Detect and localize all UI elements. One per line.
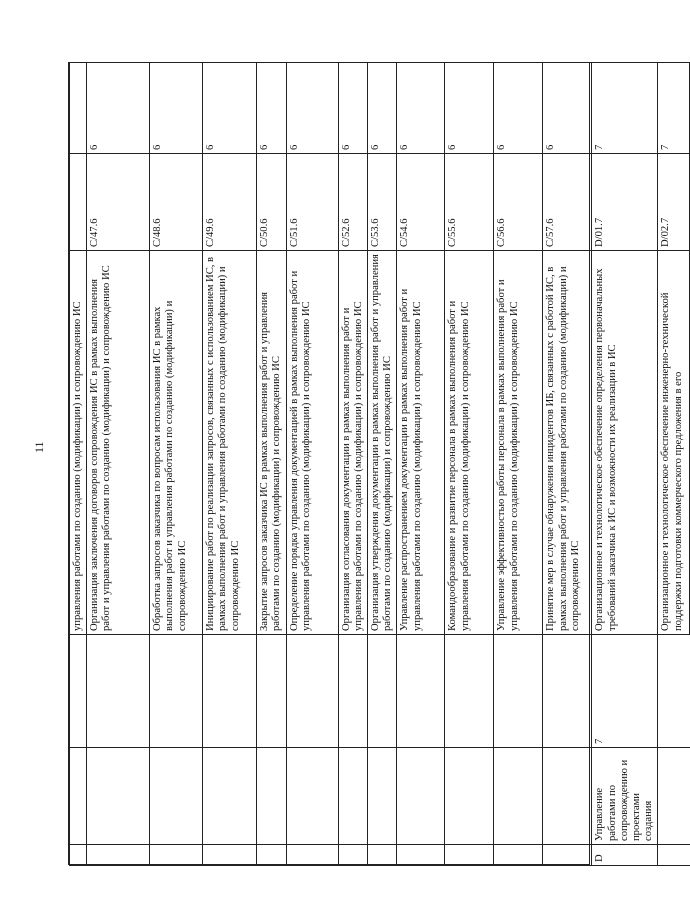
section-letter-cell <box>658 845 690 866</box>
level-cell: 7 <box>592 635 658 748</box>
qualification-cell: 6 <box>203 63 257 154</box>
section-letter-cell <box>87 845 150 866</box>
table-row <box>368 63 397 866</box>
section-letter-cell <box>494 845 543 866</box>
labor-function-cell: Организация утверждения документации в рамках выполнения работ и управления работами по созданию (модификации) и сопровождению ИС <box>368 251 397 635</box>
labor-function-cell: Организационное и технологическое обеспечение инженерно-технической поддержки подготовки коммерческого предложения в его <box>658 251 690 635</box>
qualification-cell: 6 <box>543 63 592 154</box>
qualification-cell <box>70 63 87 154</box>
table-row <box>70 63 87 866</box>
code-cell: D/01.7 <box>592 154 658 251</box>
code-cell: C/48.6 <box>150 154 203 251</box>
table-row <box>286 63 338 866</box>
level-cell <box>286 635 338 748</box>
generalized-function-cell <box>368 748 397 845</box>
qualification-cell: 6 <box>257 63 286 154</box>
labor-function-cell: Организация согласования документации в рамках выполнения работ и управления работами по созданию (модификации) и сопровождению ИС <box>338 251 367 635</box>
level-cell <box>658 635 690 748</box>
code-cell: C/56.6 <box>494 154 543 251</box>
generalized-function-cell <box>257 748 286 845</box>
table-row <box>445 63 494 866</box>
generalized-function-cell <box>543 748 592 845</box>
code-cell: D/02.7 <box>658 154 690 251</box>
table-row <box>150 63 203 866</box>
generalized-function-cell <box>445 748 494 845</box>
code-cell: C/51.6 <box>286 154 338 251</box>
section-letter-cell <box>445 845 494 866</box>
functions-table <box>68 62 684 865</box>
qualification-cell: 6 <box>286 63 338 154</box>
qualification-cell: 7 <box>592 63 658 154</box>
code-cell: C/57.6 <box>543 154 592 251</box>
level-cell <box>257 635 286 748</box>
qualification-cell: 6 <box>338 63 367 154</box>
code-cell <box>70 154 87 251</box>
section-letter-cell <box>368 845 397 866</box>
code-cell: C/50.6 <box>257 154 286 251</box>
labor-function-cell: Управление эффективностью работы персонала в рамках выполнения работ и управления работами по созданию (модификации) и сопровождению ИС <box>494 251 543 635</box>
section-letter-cell: D <box>592 845 658 866</box>
level-cell <box>445 635 494 748</box>
level-cell <box>150 635 203 748</box>
table-row <box>543 63 592 866</box>
labor-function-cell: управления работами по созданию (модификации) и сопровождению ИС <box>70 251 87 635</box>
level-cell <box>494 635 543 748</box>
code-cell: C/52.6 <box>338 154 367 251</box>
generalized-function-cell <box>87 748 150 845</box>
qualification-cell: 6 <box>494 63 543 154</box>
table-row <box>494 63 543 866</box>
qualification-cell: 6 <box>87 63 150 154</box>
section-letter-cell <box>257 845 286 866</box>
level-cell <box>203 635 257 748</box>
code-cell: C/53.6 <box>368 154 397 251</box>
table-row <box>592 63 658 866</box>
labor-function-cell: Инициирование работ по реализации запросов, связанных с использованием ИС, в рамках выполнения работ и управления работами по созданию (модификации) и сопровождению ИС <box>203 251 257 635</box>
labor-function-cell: Обработка запросов заказчика по вопросам использования ИС в рамках выполнения работ и управления работами по созданию (модификации) и сопровождению ИС <box>150 251 203 635</box>
table-row <box>87 63 150 866</box>
labor-function-cell: Организационное и технологическое обеспечение определения первоначальных требований заказчика к ИС и возможности их реализации в ИС <box>592 251 658 635</box>
code-cell: C/49.6 <box>203 154 257 251</box>
section-letter-cell <box>543 845 592 866</box>
qualification-cell: 6 <box>150 63 203 154</box>
table-row <box>203 63 257 866</box>
section-letter-cell <box>338 845 367 866</box>
qualification-cell: 6 <box>397 63 445 154</box>
code-cell: C/47.6 <box>87 154 150 251</box>
section-letter-cell <box>397 845 445 866</box>
table-row <box>338 63 367 866</box>
page-number: 11 <box>32 441 46 453</box>
section-letter-cell <box>203 845 257 866</box>
generalized-function-cell <box>658 748 690 845</box>
labor-function-cell: Управление распространением документации в рамках выполнения работ и управления работами по созданию (модификации) и сопровождению ИС <box>397 251 445 635</box>
section-letter-cell <box>286 845 338 866</box>
section-letter-cell <box>70 845 87 866</box>
generalized-function-cell <box>150 748 203 845</box>
table-row <box>257 63 286 866</box>
level-cell <box>87 635 150 748</box>
section-letter-cell <box>150 845 203 866</box>
generalized-function-cell <box>397 748 445 845</box>
code-cell: C/54.6 <box>397 154 445 251</box>
table-row <box>397 63 445 866</box>
level-cell <box>397 635 445 748</box>
labor-function-cell: Командообразование и развитие персонала в рамках выполнения работ и управления работами по созданию (модификации) и сопровождению ИС <box>445 251 494 635</box>
level-cell <box>338 635 367 748</box>
generalized-function-cell: Управление работами по сопровождению и проектами создания <box>592 748 658 845</box>
qualification-cell: 6 <box>368 63 397 154</box>
generalized-function-cell <box>286 748 338 845</box>
generalized-function-cell <box>494 748 543 845</box>
qualification-cell: 7 <box>658 63 690 154</box>
table-row <box>658 63 690 866</box>
generalized-function-cell <box>338 748 367 845</box>
level-cell <box>543 635 592 748</box>
labor-function-cell: Принятие мер в случае обнаружения инцидентов ИБ, связанных с работой ИС, в рамках выполнения работ и управления работами по созданию (модификации) и сопровождению ИС <box>543 251 592 635</box>
generalized-function-cell <box>203 748 257 845</box>
labor-function-cell: Организация заключения договоров сопровождения ИС в рамках выполнения работ и управления работами по созданию (модификации) и сопровождению ИС <box>87 251 150 635</box>
qualification-cell: 6 <box>445 63 494 154</box>
generalized-function-cell <box>70 748 87 845</box>
labor-function-cell: Определение порядка управления документацией в рамках выполнения работ и управления работами по созданию (модификации) и сопровождению ИС <box>286 251 338 635</box>
code-cell: C/55.6 <box>445 154 494 251</box>
level-cell <box>368 635 397 748</box>
level-cell <box>70 635 87 748</box>
labor-function-cell: Закрытие запросов заказчика ИС в рамках выполнения работ и управления работами по созданию (модификации) и сопровождению ИС <box>257 251 286 635</box>
